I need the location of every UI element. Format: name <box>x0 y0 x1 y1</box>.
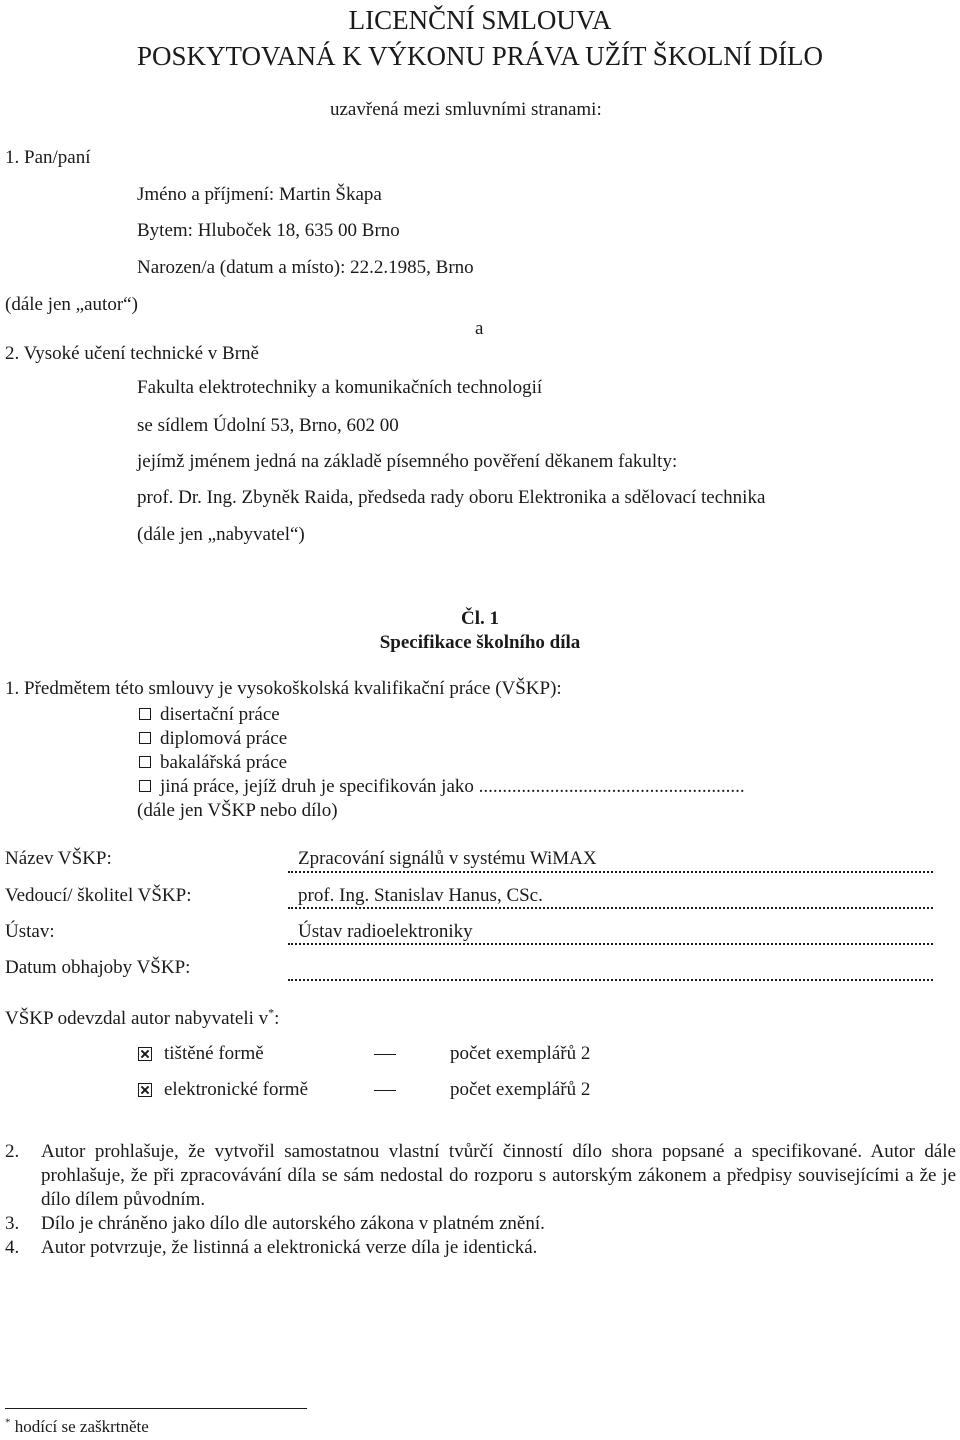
supervisor-line <box>288 907 933 909</box>
clause-3-number: 3. <box>5 1213 20 1234</box>
contract-title: LICENČNÍ SMLOUVA <box>348 5 612 35</box>
option-dissertation: disertační práce <box>160 704 280 725</box>
party2-faculty: Fakulta elektrotechniky a komunikačních technologií <box>137 377 543 398</box>
clause-3-text: Dílo je chráněno jako dílo dle autorského zákona v platném znění. <box>41 1213 545 1234</box>
checkbox-bachelor[interactable] <box>139 756 151 768</box>
thesis-title-line <box>288 871 933 873</box>
article-item1: 1. Předmětem této smlouvy je vysokoškolská kvalifikační práce (VŠKP): <box>5 678 562 699</box>
footnote-separator <box>5 1408 307 1409</box>
clause-2-text: Autor prohlašuje, že vytvořil samostatnou vlastní tvůrčí činností dílo shora popsané a specifikované. Autor dále prohlašuje, že při zpracovávání díla se sám nedostal do rozporu s autorským zákonem a předpisy souvisejícími a že je dílo dílem původním. <box>41 1141 956 1210</box>
electronic-form: elektronické formě <box>164 1079 309 1100</box>
party1-alias: (dále jen „autor“) <box>5 294 138 315</box>
check-x-icon <box>139 1084 151 1096</box>
party2-seat: se sídlem Údolní 53, Brno, 602 00 <box>137 415 399 436</box>
institute-line <box>288 943 933 945</box>
supervisor-label: Vedoucí/ školitel VŠKP: <box>5 885 192 906</box>
checkbox-diploma[interactable] <box>139 732 151 744</box>
printed-count: počet exemplářů 2 <box>450 1043 591 1064</box>
clause-4-number: 4. <box>5 1237 20 1258</box>
thesis-title-value: Zpracování signálů v systému WiMAX <box>298 848 597 869</box>
defense-date-label: Datum obhajoby VŠKP: <box>5 957 191 978</box>
option-other: jiná práce, jejíž druh je specifikován jako ........................................................ <box>160 776 745 797</box>
contract-subtitle: POSKYTOVANÁ K VÝKONU PRÁVA UŽÍT ŠKOLNÍ DÍLO <box>136 41 824 71</box>
option-diploma: diplomová práce <box>160 728 288 749</box>
supervisor-value: prof. Ing. Stanislav Hanus, CSc. <box>298 885 543 906</box>
checkbox-electronic[interactable] <box>138 1083 152 1097</box>
party2-acting: jejímž jménem jedná na základě písemného pověření děkanem fakulty: <box>137 451 678 472</box>
clause-2-number: 2. <box>5 1141 20 1162</box>
parties-intro: uzavřená mezi smluvními stranami: <box>330 99 602 120</box>
party1-address: Bytem: Hluboček 18, 635 00 Brno <box>137 220 400 241</box>
printed-form: tištěné formě <box>164 1043 264 1064</box>
options-alias: (dále jen VŠKP nebo dílo) <box>137 800 338 821</box>
party1-name: Jméno a příjmení: Martin Škapa <box>137 184 382 205</box>
and-separator: a <box>475 318 484 339</box>
option-bachelor: bakalářská práce <box>160 752 288 773</box>
delivery-footnote-mark: * <box>268 1005 275 1020</box>
article-number: Čl. 1 <box>461 608 499 629</box>
checkbox-dissertation[interactable] <box>139 708 151 720</box>
check-x-icon <box>139 1048 151 1060</box>
delivery-label: VŠKP odevzdal autor nabyvateli v*: <box>5 1005 280 1029</box>
checkbox-other[interactable] <box>139 780 151 792</box>
institute-value: Ústav radioelektroniky <box>298 921 473 942</box>
electronic-dash <box>374 1090 396 1091</box>
defense-date-line <box>288 979 933 981</box>
institute-label: Ústav: <box>5 921 55 942</box>
electronic-count: počet exemplářů 2 <box>450 1079 591 1100</box>
party2-person: prof. Dr. Ing. Zbyněk Raida, předseda rady oboru Elektronika a sdělovací technika <box>137 487 766 508</box>
thesis-title-label: Název VŠKP: <box>5 848 112 869</box>
party1-born: Narozen/a (datum a místo): 22.2.1985, Brno <box>137 257 474 278</box>
checkbox-printed[interactable] <box>138 1047 152 1061</box>
party1-heading: 1. Pan/paní <box>5 147 91 168</box>
printed-dash <box>374 1054 396 1055</box>
clause-4-text: Autor potvrzuje, že listinná a elektronická verze díla je identická. <box>41 1237 538 1258</box>
article-title: Specifikace školního díla <box>379 632 581 653</box>
footnote: * hodící se zaškrtněte <box>5 1416 149 1436</box>
party2-heading: 2. Vysoké učení technické v Brně <box>5 343 259 364</box>
party2-alias: (dále jen „nabyvatel“) <box>137 524 305 545</box>
